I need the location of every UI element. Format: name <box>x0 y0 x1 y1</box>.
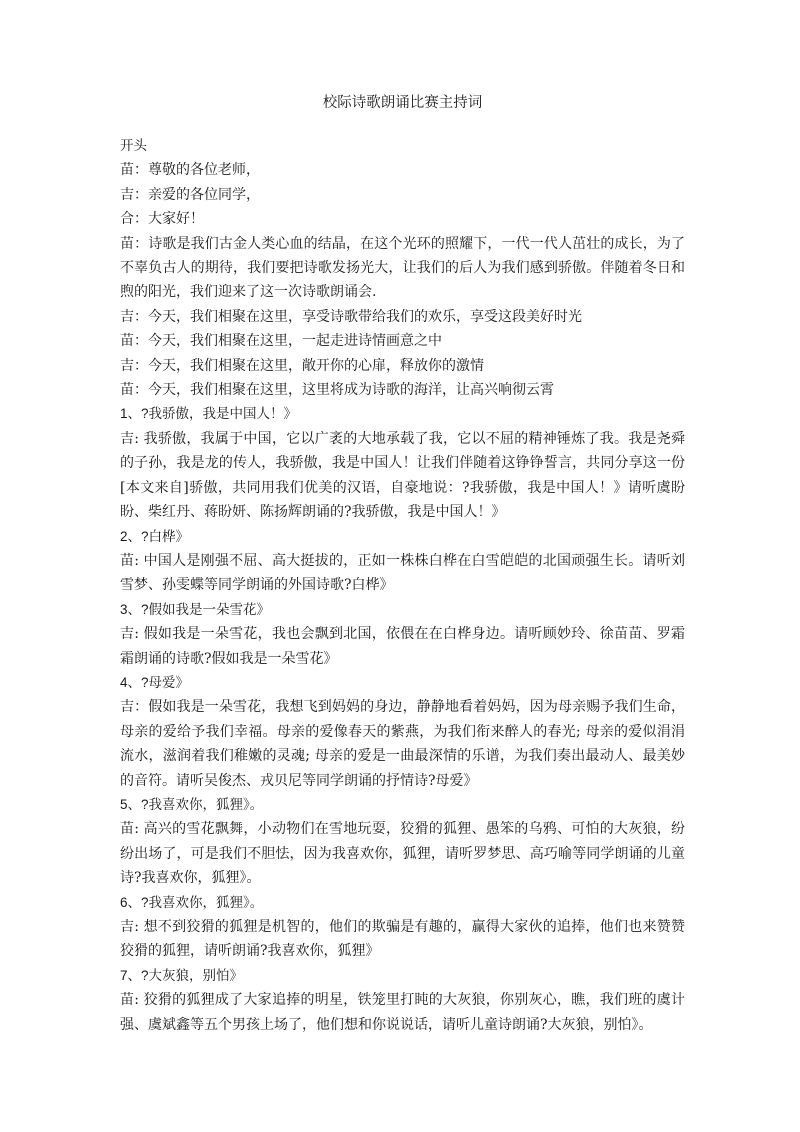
paragraph: 吉: 假如我是一朵雪花，我也会飘到北国，依偎在在白桦身边。请听顾妙玲、徐苗苗、罗霜霜朗诵的诗歌?假如我是一朵雪花》 <box>120 626 685 667</box>
paragraph: 苗: 中国人是刚强不屈、高大挺拔的，正如一株株白桦在白雪皑皑的北国顽强生长。请听刘雪梦、孙雯蝶等同学朗诵的外国诗歌?白桦》 <box>120 552 685 594</box>
document-title: 校际诗歌朗诵比赛主持词 <box>322 95 483 111</box>
paragraph: 吉：今天，我们相聚在这里，享受诗歌带给我们的欢乐，享受这段美好时光 <box>120 308 582 325</box>
paragraph: 吉：亲爱的各位同学， <box>120 186 260 203</box>
paragraph: 苗：今天，我们相聚在这里，一起走进诗情画意之中 <box>120 333 442 350</box>
paragraph: 苗: 狡猾的狐狸成了大家追捧的明星，铁笼里打盹的大灰狼，你别灰心，瞧，我们班的虞计强、虞斌鑫等五个男孩上场了，他们想和你说说话，请听儿童诗朗诵?大灰狼，别怕》。 <box>120 992 685 1033</box>
document-page <box>120 92 685 1037</box>
document-body <box>120 134 685 1037</box>
paragraph: 吉: 想不到狡猾的狐狸是机智的，他们的欺骗是有趣的，赢得大家伙的追捧，他们也来赞赞狡猾的狐狸，请听朗诵?我喜欢你，狐狸》 <box>120 919 685 960</box>
paragraph: 苗：尊敬的各位老师， <box>120 162 260 179</box>
section-heading: 7、?大灰狼，别怕》 <box>120 967 244 983</box>
section-heading: 3、?假如我是一朵雪花》 <box>120 601 271 617</box>
section-heading: 5、?我喜欢你，狐狸》。 <box>120 796 264 812</box>
paragraph: 吉：今天，我们相聚在这里，敞开你的心扉，释放你的激情 <box>120 357 484 374</box>
section-heading: 4、?母爱》 <box>120 674 190 690</box>
paragraph: 苗：诗歌是我们古金人类心血的结晶，在这个光环的照耀下，一代一代人茁壮的成长，为了不辜负古人的期待，我们要把诗歌发扬光大，让我们的后人为我们感到骄傲。伴随着冬日和煦的阳光，我们迎来了这一次诗歌朗诵会. <box>120 235 685 301</box>
paragraph: 吉: 我骄傲，我属于中国，它以广袤的大地承载了我，它以不屈的精神锤炼了我。我是尧舜的子孙，我是龙的传人，我骄傲，我是中国人！让我们伴随着这铮铮誓言，共同分享这一份[本文来自]骄傲，共同用我们优美的汉语，自豪地说：?我骄傲，我是中国人！》请听虞盼盼、柴红丹、蒋盼妍、陈扬辉朗诵的?我骄傲，我是中国人！》 <box>120 430 685 521</box>
section-heading: 2、?白桦》 <box>120 528 190 544</box>
section-heading: 1、?我骄傲，我是中国人！》 <box>120 406 298 422</box>
section-heading: 6、?我喜欢你，狐狸》。 <box>120 894 264 910</box>
paragraph: 苗: 高兴的雪花飘舞，小动物们在雪地玩耍，狡猾的狐狸、愚笨的乌鸦、可怕的大灰狼，纷纷出场了，可是我们不胆怯，因为我喜欢你，狐狸，请听罗梦思、高巧喻等同学朗诵的儿童诗?我喜欢你，狐狸》。 <box>120 821 685 887</box>
paragraph: 合：大家好！ <box>120 211 204 228</box>
paragraph: 吉：假如我是一朵雪花，我想飞到妈妈的身边，静静地看着妈妈，因为母亲赐予我们生命，母亲的爱给予我们幸福。母亲的爱像春天的紫燕，为我们衔来醉人的春光; 母亲的爱似涓涓流水，滋润着我们稚嫩的灵魂; 母亲的爱是一曲最深情的乐谱，为我们奏出最动人、最美妙的音符。请听吴俊杰、戎贝尼等同学朗诵的抒情诗?母爱》 <box>120 699 685 789</box>
paragraph: 苗：今天，我们相聚在这里，这里将成为诗歌的海洋，让高兴响彻云霄 <box>120 382 554 399</box>
section-heading: 开头 <box>120 138 147 153</box>
